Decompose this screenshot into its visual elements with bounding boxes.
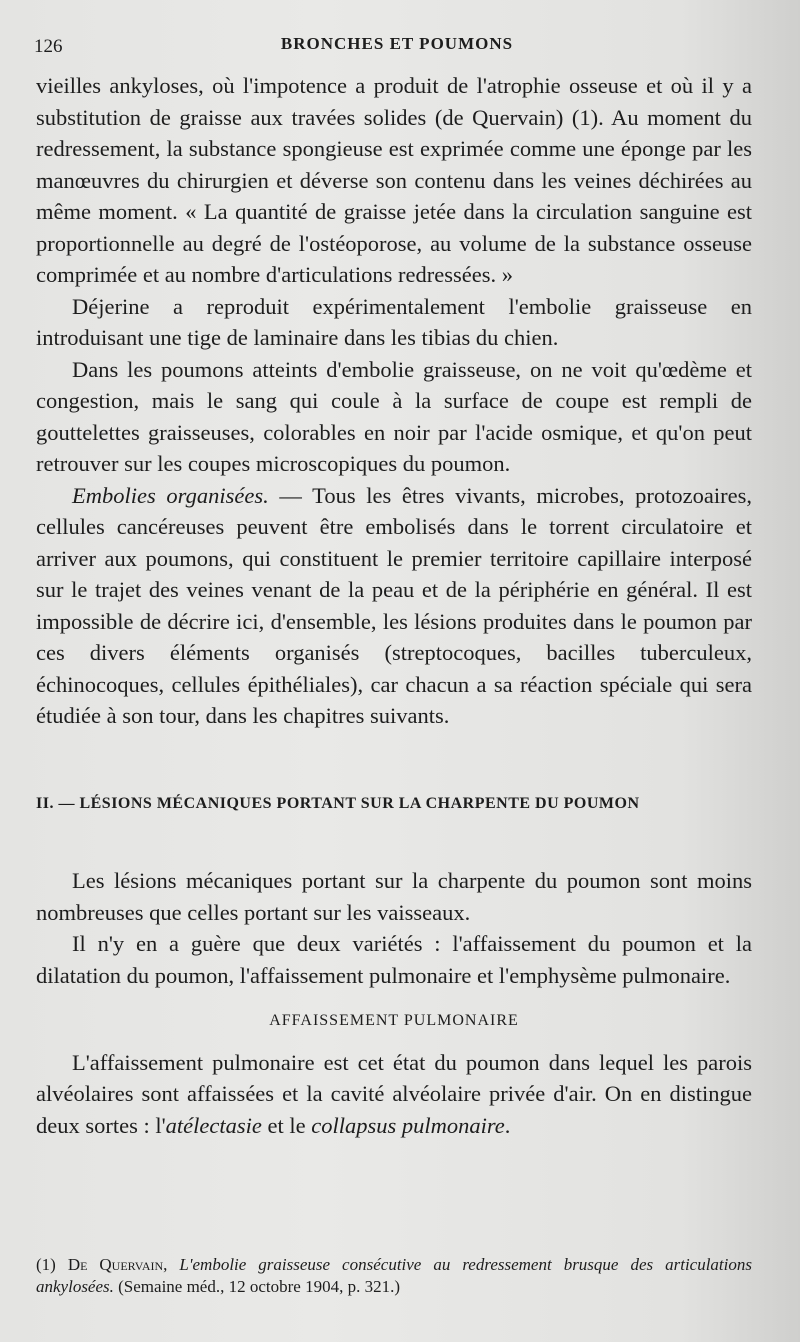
running-title: BRONCHES ET POUMONS [280,34,514,53]
page-body [36,70,752,1141]
footnote-marker: (1) [36,1255,68,1274]
organized-emboli-text: — Tous les êtres vivants, microbes, protozoaires, cellules cancéreuses peuvent être embolisés dans le torrent circulatoire et arriver aux poumons, qui constituent le premier territoire capillaire interposé sur le trajet des veines venant de la peau et de la périphérie en général. Il est impossible de décrire ici, d'ensemble, les lésions produites dans le poumon par ces divers éléments organisés (streptocoques, bacilles tuberculeux, échinocoques, cellules épithéliales), car chacun a sa réaction spéciale qui sera étudiée à son tour, dans les chapitres suivants. [36,482,752,728]
collapse-text-a: L'affaissement pulmonaire est cet état du poumon dans lequel les parois alvéolaires sont affaissées et la cavité alvéolaire privée d'air. On en distingue deux sortes : l' [36,1049,752,1138]
page-header [34,30,760,60]
organized-emboli-heading: Embolies organisées. [72,482,269,508]
footnote-author: De Quervain, [67,1255,168,1274]
term-atelectasie: atélectasie [165,1112,262,1138]
paragraph-mechanical-lesions: Les lésions mécaniques portant sur la charpente du poumon sont moins nombreuses que celles portant sur les vaisseaux. [36,868,752,925]
paragraph-two-varieties: Il n'y en a guère que deux variétés : l'affaissement du poumon et la dilatation du poumon, l'affaissement pulmonaire et l'emphysème pulmonaire. [36,931,752,988]
subsection-title: AFFAISSEMENT PULMONAIRE [269,1012,519,1029]
footnote-title: L'embolie graisseuse consécutive au redressement brusque des articulations ankylosées. [36,1255,752,1296]
paragraph-dejerine: Déjerine a reproduit expérimentalement l'embolie graisseuse en introduisant une tige de laminaire dans les tibias du chien. [36,293,752,350]
section-title: II. — LÉSIONS MÉCANIQUES PORTANT SUR LA CHARPENTE DU POUMON [36,794,640,812]
paragraph-fat-embolism-lungs: Dans les poumons atteints d'embolie graisseuse, on ne voit qu'œdème et congestion, mais le sang qui coule à la surface de coupe est rempli de gouttelettes graisseuses, colorables en noir par l'acide osmique, et qu'on peut retrouver sur les coupes microscopiques du poumon. [36,356,752,476]
collapse-text-c: . [504,1112,511,1138]
footnote-source: (Semaine méd., 12 octobre 1904, p. 321.) [113,1277,400,1296]
collapse-text-b: et le [261,1112,312,1138]
term-collapsus: collapsus pulmonaire [311,1112,505,1138]
paragraph-organized-emboli [36,480,752,732]
paragraph-pulmonary-collapse [36,1047,752,1142]
footnote [36,1254,752,1298]
paragraph-continued: vieilles ankyloses, où l'impotence a produit de l'atrophie osseuse et où il y a substitution de graisse aux travées solides (de Quervain) (1). Au moment du redressement, la substance spongieuse est exprimée comme une éponge par les manœuvres du chirurgien et déverse son contenu dans les veines déchirées au même moment. « La quantité de graisse jetée dans la circulation sanguine est proportionnelle au degré de l'ostéoporose, au volume de la substance osseuse comprimée et au nombre d'articulations redressées. » [36,73,752,287]
page-number: 126 [34,36,63,57]
